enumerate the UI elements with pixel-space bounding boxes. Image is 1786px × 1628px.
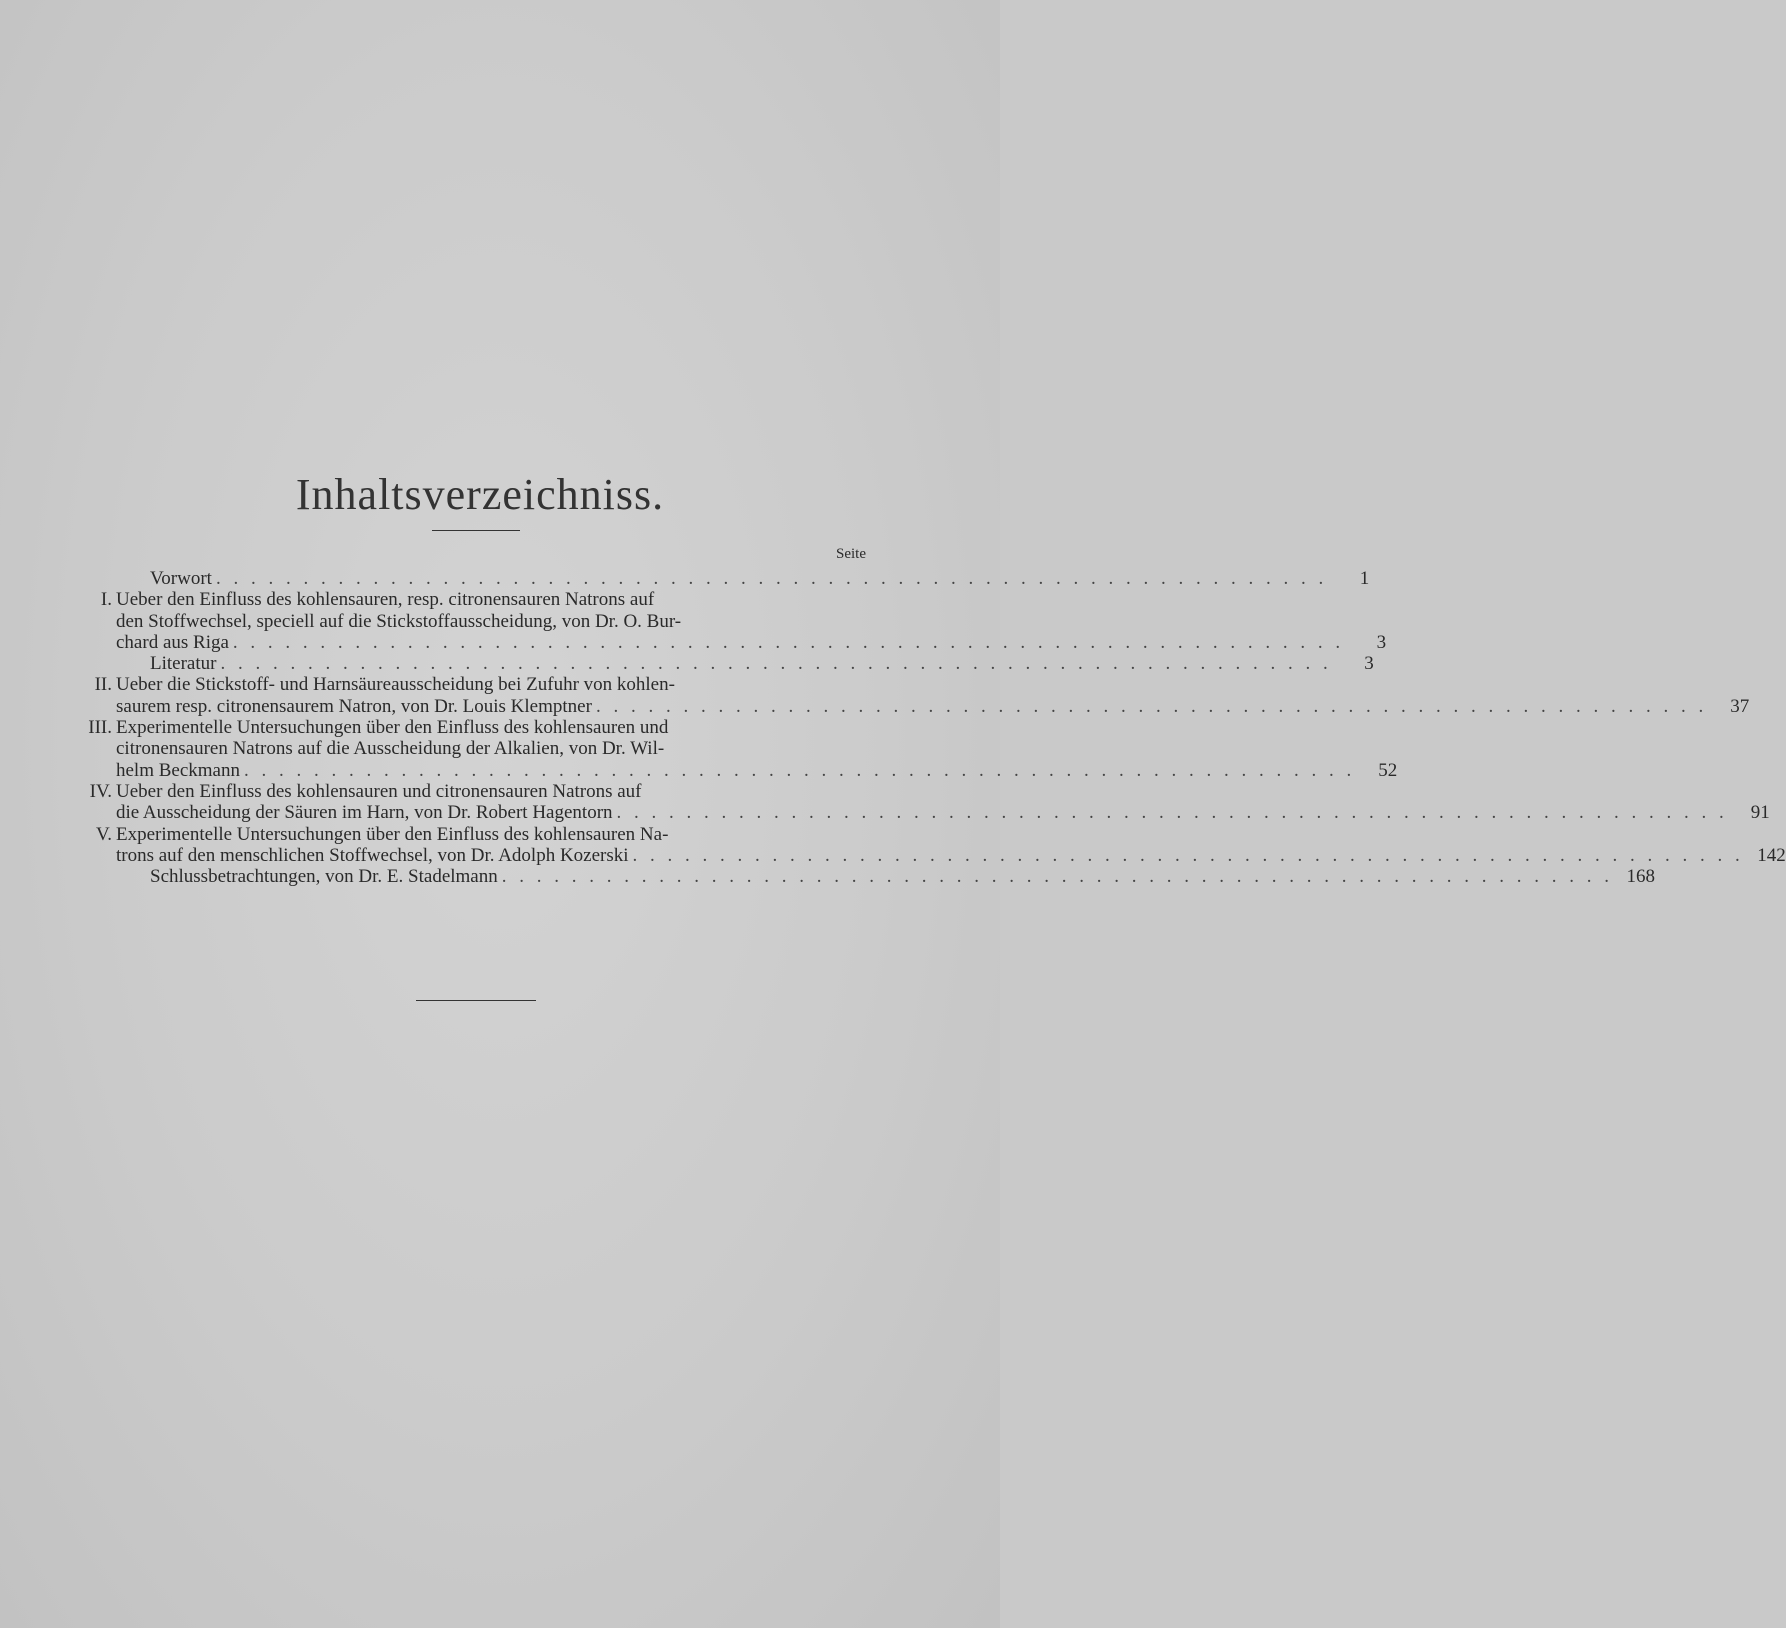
toc-entry-text: helm Beckmann [116, 759, 240, 781]
toc-page-number: 91 [1750, 802, 1770, 824]
toc-entry-vorwort[interactable] [116, 568, 1370, 589]
dot-leader [633, 845, 1744, 866]
dot-leader [617, 802, 1728, 823]
page-title: Inhaltsverzeichniss. [295, 470, 665, 520]
toc-page-number: 142 [1757, 844, 1786, 866]
toc-entry-text: Ueber die Stickstoff- und Harnsäureausscheidung bei Zufuhr von kohlen- [116, 674, 675, 696]
toc-entry-iv[interactable] [89, 780, 1770, 824]
toc-entry-v[interactable] [95, 823, 1786, 867]
toc-entry-text: Ueber den Einfluss des kohlensauren und citronensauren Natrons auf [116, 780, 642, 802]
toc-entry-number: III. [88, 717, 112, 739]
toc-entry-i[interactable] [100, 589, 1387, 653]
toc-entry-schluss[interactable] [116, 866, 1655, 888]
toc-page-number: 168 [1626, 866, 1655, 888]
toc-page-number: 37 [1730, 695, 1750, 717]
table-of-contents [88, 546, 1786, 888]
seite-column-label: Seite [836, 546, 866, 562]
toc-entry-text: Experimentelle Untersuchungen über den Einfluss des kohlensauren und [116, 717, 669, 739]
dot-leader [502, 866, 1613, 887]
toc-page-number: 1 [1359, 568, 1370, 589]
toc-page-number: 52 [1378, 759, 1398, 781]
toc-entry-text: Ueber den Einfluss des kohlensauren, resp. citronensauren Natrons auf [116, 589, 655, 611]
toc-entry-text: den Stoffwechsel, speciell auf die Stickstoffausscheidung, von Dr. O. Bur- [116, 610, 682, 632]
toc-entry-text: Schlussbetrachtungen, von Dr. E. Stadelmann [150, 866, 498, 888]
toc-entry-text: Experimentelle Untersuchungen über den Einfluss des kohlensauren Na- [116, 823, 669, 845]
toc-entry-text: Vorwort [150, 568, 212, 589]
toc-entry-iii[interactable] [88, 717, 1398, 781]
dot-leader [596, 696, 1707, 717]
toc-entry-text: die Ausscheidung der Säuren im Harn, von Dr. Robert Hagentorn [116, 802, 613, 824]
dot-leader [233, 632, 1344, 653]
dot-leader [216, 568, 1327, 589]
toc-entry-text: saurem resp. citronensaurem Natron, von Dr. Louis Klemptner [116, 695, 592, 717]
toc-entry-number: II. [94, 674, 112, 696]
toc-page-number: 3 [1364, 653, 1374, 675]
toc-entry-ii[interactable] [94, 674, 1750, 717]
title-rule [432, 530, 520, 531]
dot-leader [220, 653, 1331, 674]
closing-rule [416, 1000, 536, 1001]
toc-entry-text: Literatur [150, 653, 217, 675]
toc-page-number: 3 [1376, 631, 1387, 653]
toc-entry-text: citronensauren Natrons auf die Ausscheidung der Alkalien, von Dr. Wil- [116, 738, 665, 760]
toc-entry-number: I. [100, 589, 112, 611]
toc-entry-text: trons auf den menschlichen Stoffwechsel, von Dr. Adolph Kozerski [116, 844, 629, 866]
toc-entry-number: IV. [89, 780, 112, 802]
toc-entry-literatur[interactable] [116, 653, 1374, 675]
dot-leader [244, 760, 1355, 781]
toc-entry-number: V. [95, 823, 112, 845]
toc-entry-text: chard aus Riga [116, 631, 229, 653]
